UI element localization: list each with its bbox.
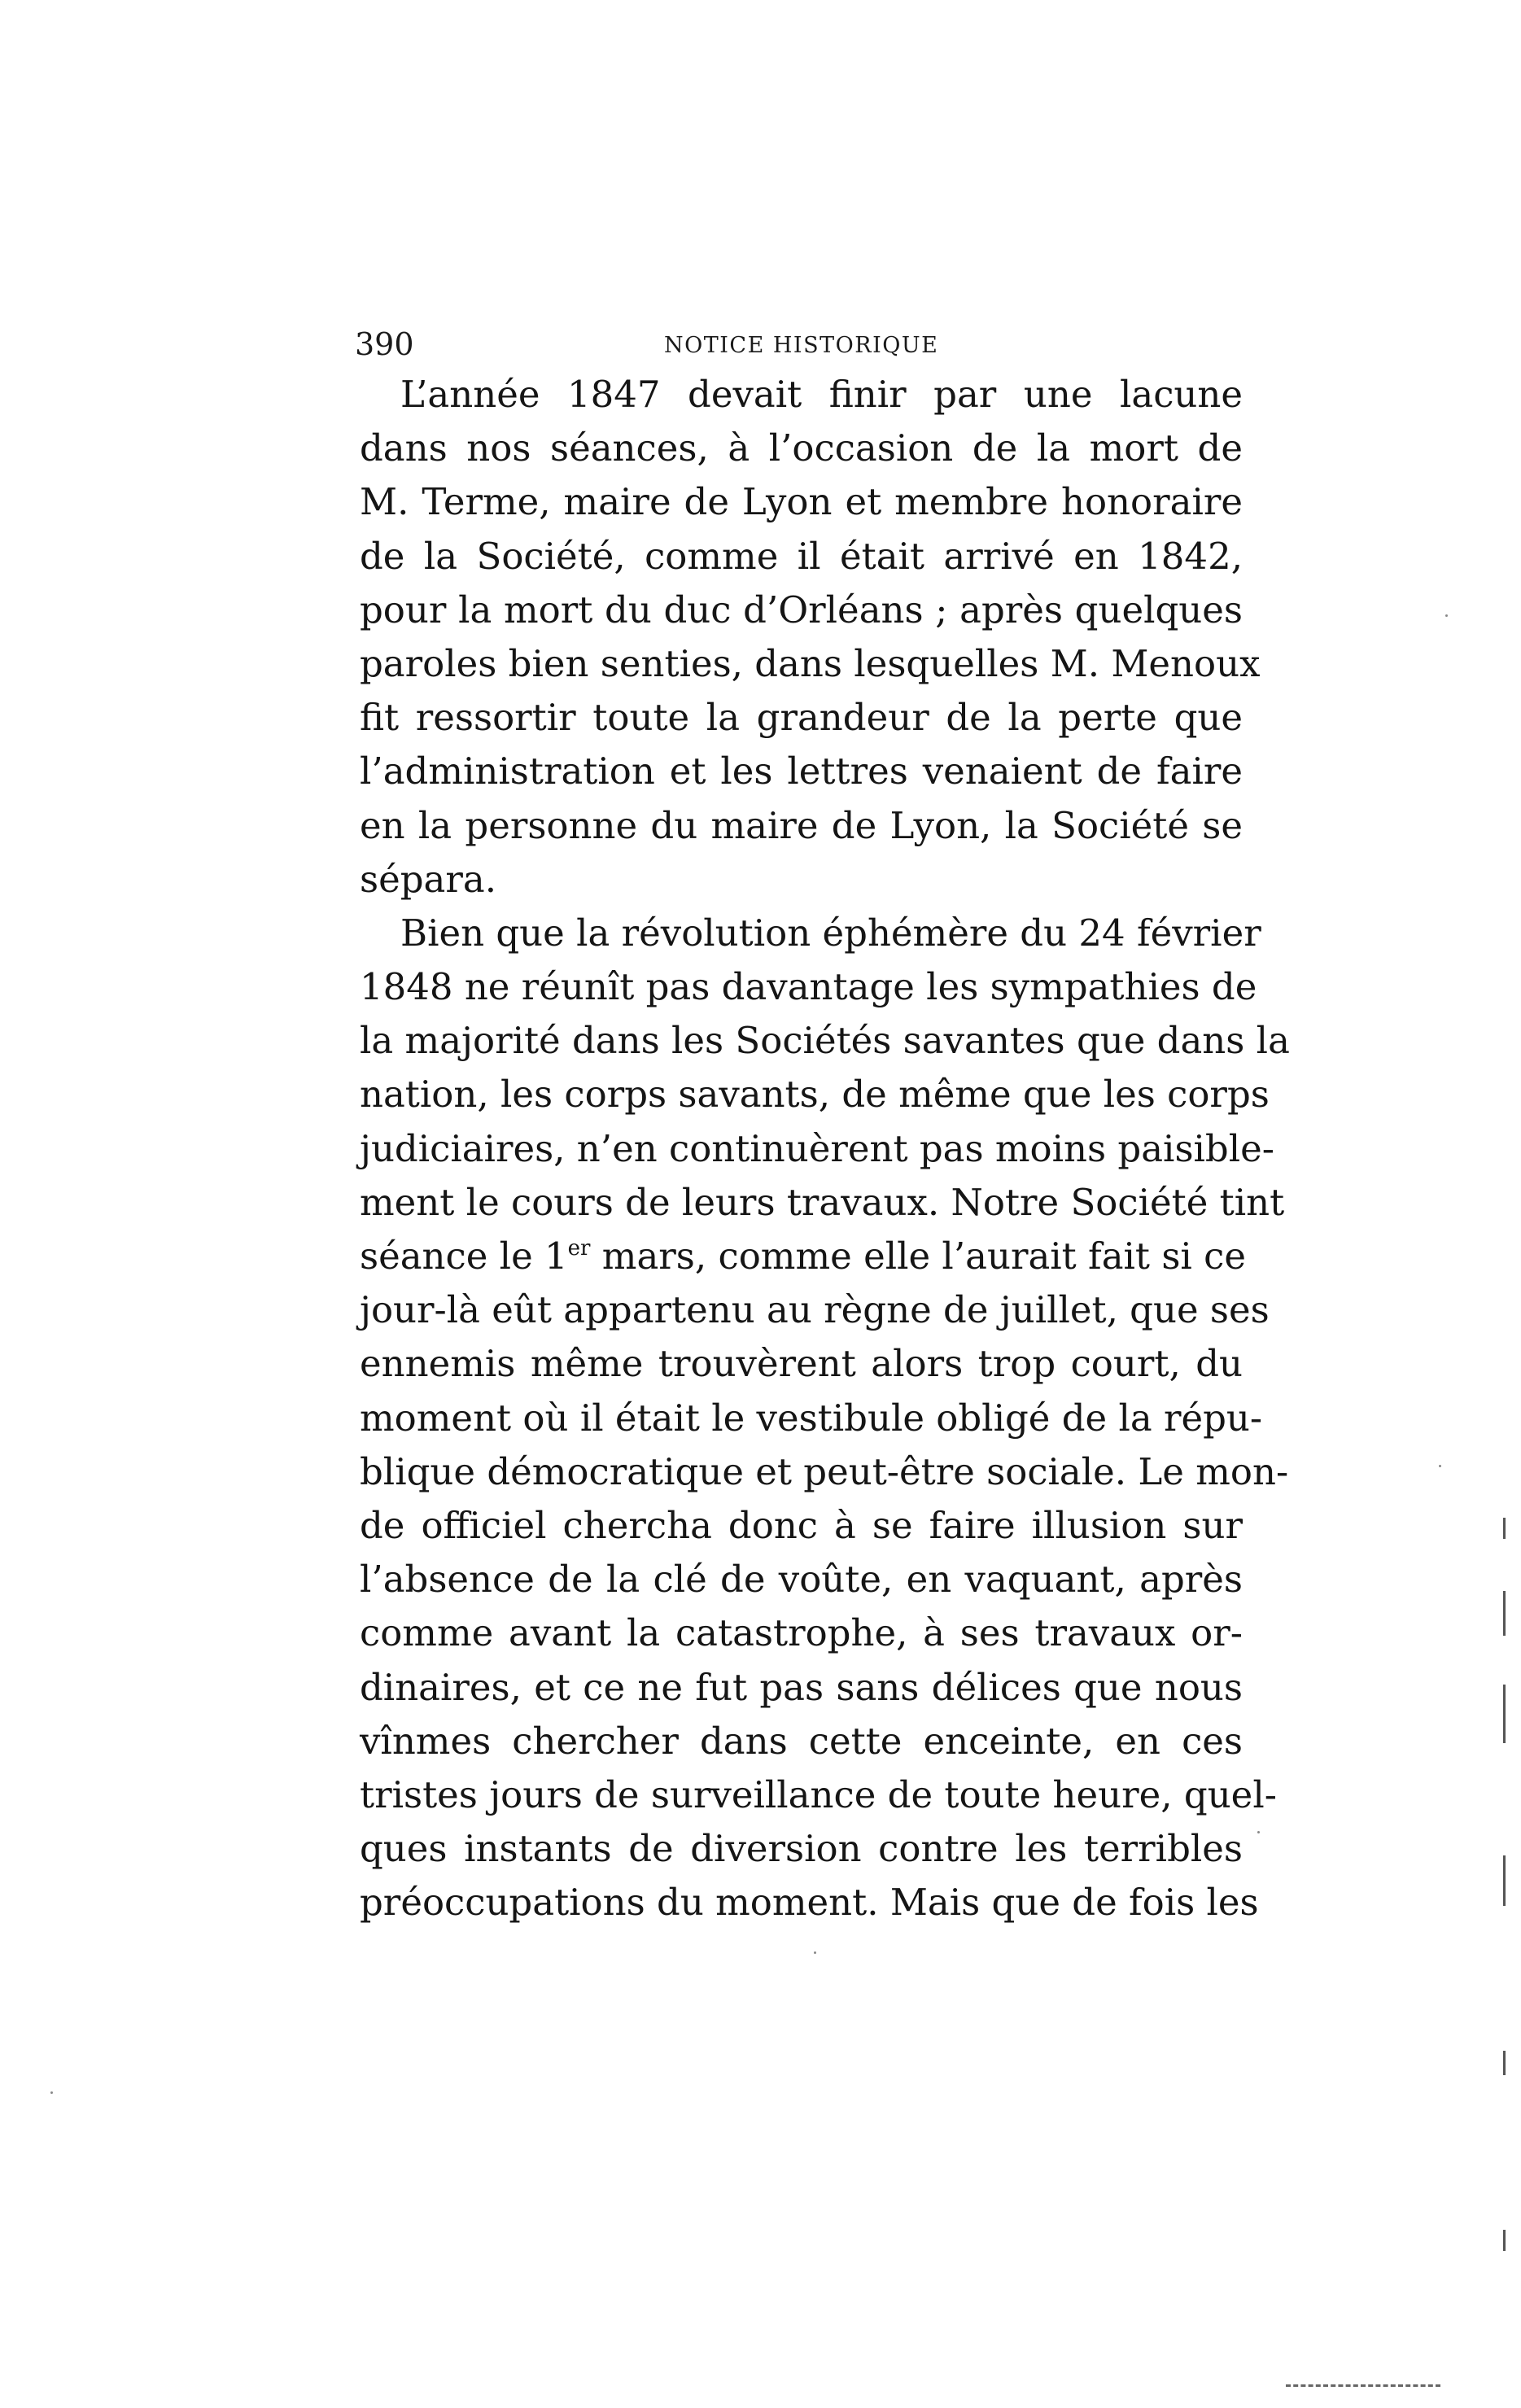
margin-mark xyxy=(1503,1591,1506,1636)
text-line: tristes jours de surveillance de toute heure, quel- xyxy=(360,1772,1277,1816)
text-line: vînmes chercher dans cette enceinte, en ces xyxy=(360,1719,1243,1763)
scan-speck xyxy=(1439,1465,1441,1467)
text-line: blique démocratique et peut-être sociale. Le mon- xyxy=(360,1449,1289,1493)
text-line: nation, les corps savants, de même que les corps xyxy=(360,1073,1270,1117)
superscript: er xyxy=(567,1236,591,1261)
text-line: sépara. xyxy=(360,857,497,901)
margin-mark xyxy=(1503,1855,1506,1906)
text-line: préoccupations du moment. Mais que de fois les xyxy=(360,1881,1259,1925)
text-line: dinaires, et ce ne fut pas sans délices que nous xyxy=(360,1665,1243,1709)
text-line: ment le cours de leurs travaux. Notre Société tint xyxy=(360,1180,1285,1224)
text-line: de officiel chercha donc à se faire illusion sur xyxy=(360,1503,1243,1547)
text-line: jour-là eût appartenu au règne de juillet, que ses xyxy=(360,1288,1270,1332)
page-number: 390 xyxy=(355,326,414,362)
text-line: comme avant la catastrophe, à ses travaux or- xyxy=(360,1611,1243,1655)
text-fragment: mars, comme elle l’aurait fait si ce xyxy=(601,1235,1246,1278)
text-fragment: 1 xyxy=(544,1235,568,1278)
bottom-rule xyxy=(1286,2384,1440,2387)
text-line: fit ressortir toute la grandeur de la perte que xyxy=(360,696,1243,740)
margin-mark xyxy=(1503,2051,1506,2075)
text-line: moment où il était le vestibule obligé de la répu- xyxy=(360,1396,1263,1440)
text-line: 1848 ne réunît pas davantage les sympathies de xyxy=(360,965,1257,1009)
text-line: ennemis même trouvèrent alors trop court, du xyxy=(360,1342,1243,1386)
text-line: pour la mort du duc d’Orléans ; après quelques xyxy=(360,588,1243,631)
text-line: dans nos séances, à l’occasion de la mort de xyxy=(360,426,1243,470)
margin-mark xyxy=(1503,1685,1506,1743)
body-text xyxy=(360,368,1290,1929)
text-line: ques instants de diversion contre les terribles xyxy=(360,1827,1243,1871)
text-line: L’année 1847 devait finir par une lacune xyxy=(400,373,1243,416)
text-line-with-superscript xyxy=(360,1230,1246,1283)
text-line: l’administration et les lettres venaient de faire xyxy=(360,749,1243,793)
text-fragment: séance le xyxy=(360,1235,533,1278)
running-head xyxy=(355,324,1234,365)
running-title: NOTICE HISTORIQUE xyxy=(664,333,939,358)
margin-mark xyxy=(1503,2230,1506,2251)
scan-speck xyxy=(50,2091,53,2094)
scan-speck xyxy=(814,1951,816,1954)
text-line: en la personne du maire de Lyon, la Société se xyxy=(360,803,1243,847)
scan-speck xyxy=(1445,614,1448,617)
text-line: paroles bien senties, dans lesquelles M. Menoux xyxy=(360,641,1261,685)
text-line: M. Terme, maire de Lyon et membre honoraire xyxy=(360,480,1243,524)
text-line: la majorité dans les Sociétés savantes que dans la xyxy=(360,1019,1290,1063)
text-line: l’absence de la clé de voûte, en vaquant, après xyxy=(360,1558,1243,1602)
text-line: judiciaires, n’en continuèrent pas moins paisible- xyxy=(360,1126,1274,1170)
text-line: de la Société, comme il était arrivé en 1842, xyxy=(360,534,1243,578)
scan-speck xyxy=(1257,1831,1260,1833)
margin-mark xyxy=(1503,1518,1506,1539)
text-line: Bien que la révolution éphémère du 24 février xyxy=(400,911,1261,955)
